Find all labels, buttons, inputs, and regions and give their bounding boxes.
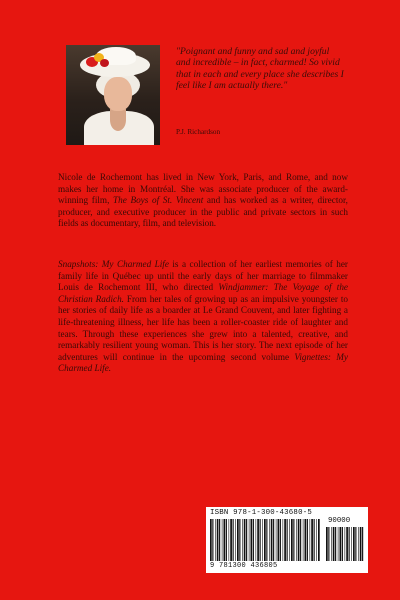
barcode-stripe [253,519,254,561]
description-text: is a collection of her earliest memories of her family life in Québec up until the early days of her marriage to filmmaker Louis de Rochemont III, who directed [58,259,348,293]
barcode-stripe [310,519,311,561]
barcode-stripe [305,519,307,561]
barcode-stripe [257,519,259,561]
barcode-stripe [229,519,230,561]
barcode-bars [210,519,320,561]
barcode-stripe [311,519,313,561]
barcode-stripe [349,527,350,561]
barcode-stripe [314,519,315,561]
author-photo [66,45,160,145]
bio-text: Nicole de Rochemont has lived in New York, Paris, and Rome, and now makes her home in Montréal. She was associate producer of the award-winning film, [58,172,348,206]
description-text: From her tales of growing up as an impulsive youngster to her stories of daily life as a boarder at Le Grand Couvent, and later fighting a life-threatening illness, her life has been a roller-coaster ride of laughter and tears. Through these experiences she grew into a talented, creative, and remarkably resilient young woman. This is her story. The next episode of her adventures will continue in the upcoming second volume [58,293,348,362]
barcode-stripe [280,519,281,561]
barcode-stripe [233,519,234,561]
barcode-stripe [335,527,336,561]
author-bio [58,172,348,230]
barcode-stripe [283,519,284,561]
barcode-stripe [318,519,320,561]
barcode-stripe [251,519,253,561]
barcode-stripe [338,527,339,561]
barcode-stripe [287,519,288,561]
barcode-stripe [235,519,236,561]
bio-text: and has worked as a writer, director, producer, and executive producer in the public and private sectors in such fields as documentary, film, and television. [58,195,348,229]
barcode-stripe [276,519,277,561]
description-film-title: Windjammer: The Voyage of the Christian Radich. [58,282,348,304]
barcode-stripe [212,519,213,561]
barcode-stripe [264,519,266,561]
photo-face [104,77,132,111]
barcode-stripe [242,519,243,561]
barcode-stripe [351,527,352,561]
barcode-stripe [262,519,263,561]
barcode-stripe [246,519,247,561]
price-code: 90000 [328,517,351,525]
barcode-addon-bars [326,527,364,561]
barcode-stripe [303,519,304,561]
barcode-stripe [307,519,308,561]
barcode-stripe [239,519,240,561]
isbn-number: ISBN 978-1-300-43680-5 [210,509,312,517]
next-volume-title: Vignettes: My Charmed Life. [58,351,348,374]
photo-hat-flower [100,59,109,67]
barcode-stripe [333,527,335,561]
photo-neck [110,109,126,131]
barcode-stripe [289,519,290,561]
barcode-stripe [331,527,332,561]
barcode-stripe [353,527,355,561]
review-quote: "Poignant and funny and sad and joyful and incredible – in fact, charmed! So vivid that in each and every place she describes I feel like I am actually there." [176,46,344,92]
isbn-barcode [206,507,368,573]
barcode-stripe [291,519,293,561]
barcode-stripe [278,519,280,561]
barcode-stripe [284,519,286,561]
barcode-stripe [230,519,232,561]
barcode-stripe [271,519,273,561]
barcode-stripe [300,519,301,561]
barcode-stripe [340,527,342,561]
barcode-stripe [256,519,257,561]
bio-film-title: The Boys of St. Vincent [113,195,204,206]
barcode-digits: 9 781300 436805 [210,562,278,570]
barcode-stripe [296,519,297,561]
barcode-stripe [358,527,359,561]
review-attribution: P.J. Richardson [176,128,221,136]
barcode-stripe [215,519,216,561]
barcode-stripe [298,519,300,561]
barcode-stripe [219,519,220,561]
book-title: Snapshots: My Charmed Life [58,259,169,269]
barcode-stripe [355,527,356,561]
barcode-stripe [360,527,362,561]
barcode-stripe [224,519,226,561]
barcode-stripe [342,527,343,561]
barcode-stripe [328,527,329,561]
barcode-stripe [326,527,328,561]
barcode-stripe [260,519,261,561]
barcode-stripe [269,519,270,561]
barcode-stripe [266,519,267,561]
barcode-stripe [244,519,246,561]
barcode-stripe [210,519,212,561]
barcode-stripe [237,519,239,561]
barcode-stripe [222,519,223,561]
barcode-stripe [249,519,250,561]
book-description [58,259,348,375]
barcode-stripe [273,519,274,561]
barcode-stripe [316,519,317,561]
barcode-stripe [226,519,227,561]
barcode-stripe [346,527,348,561]
barcode-stripe [217,519,219,561]
barcode-stripe [293,519,294,561]
barcode-stripe [362,527,363,561]
barcode-stripe [345,527,346,561]
